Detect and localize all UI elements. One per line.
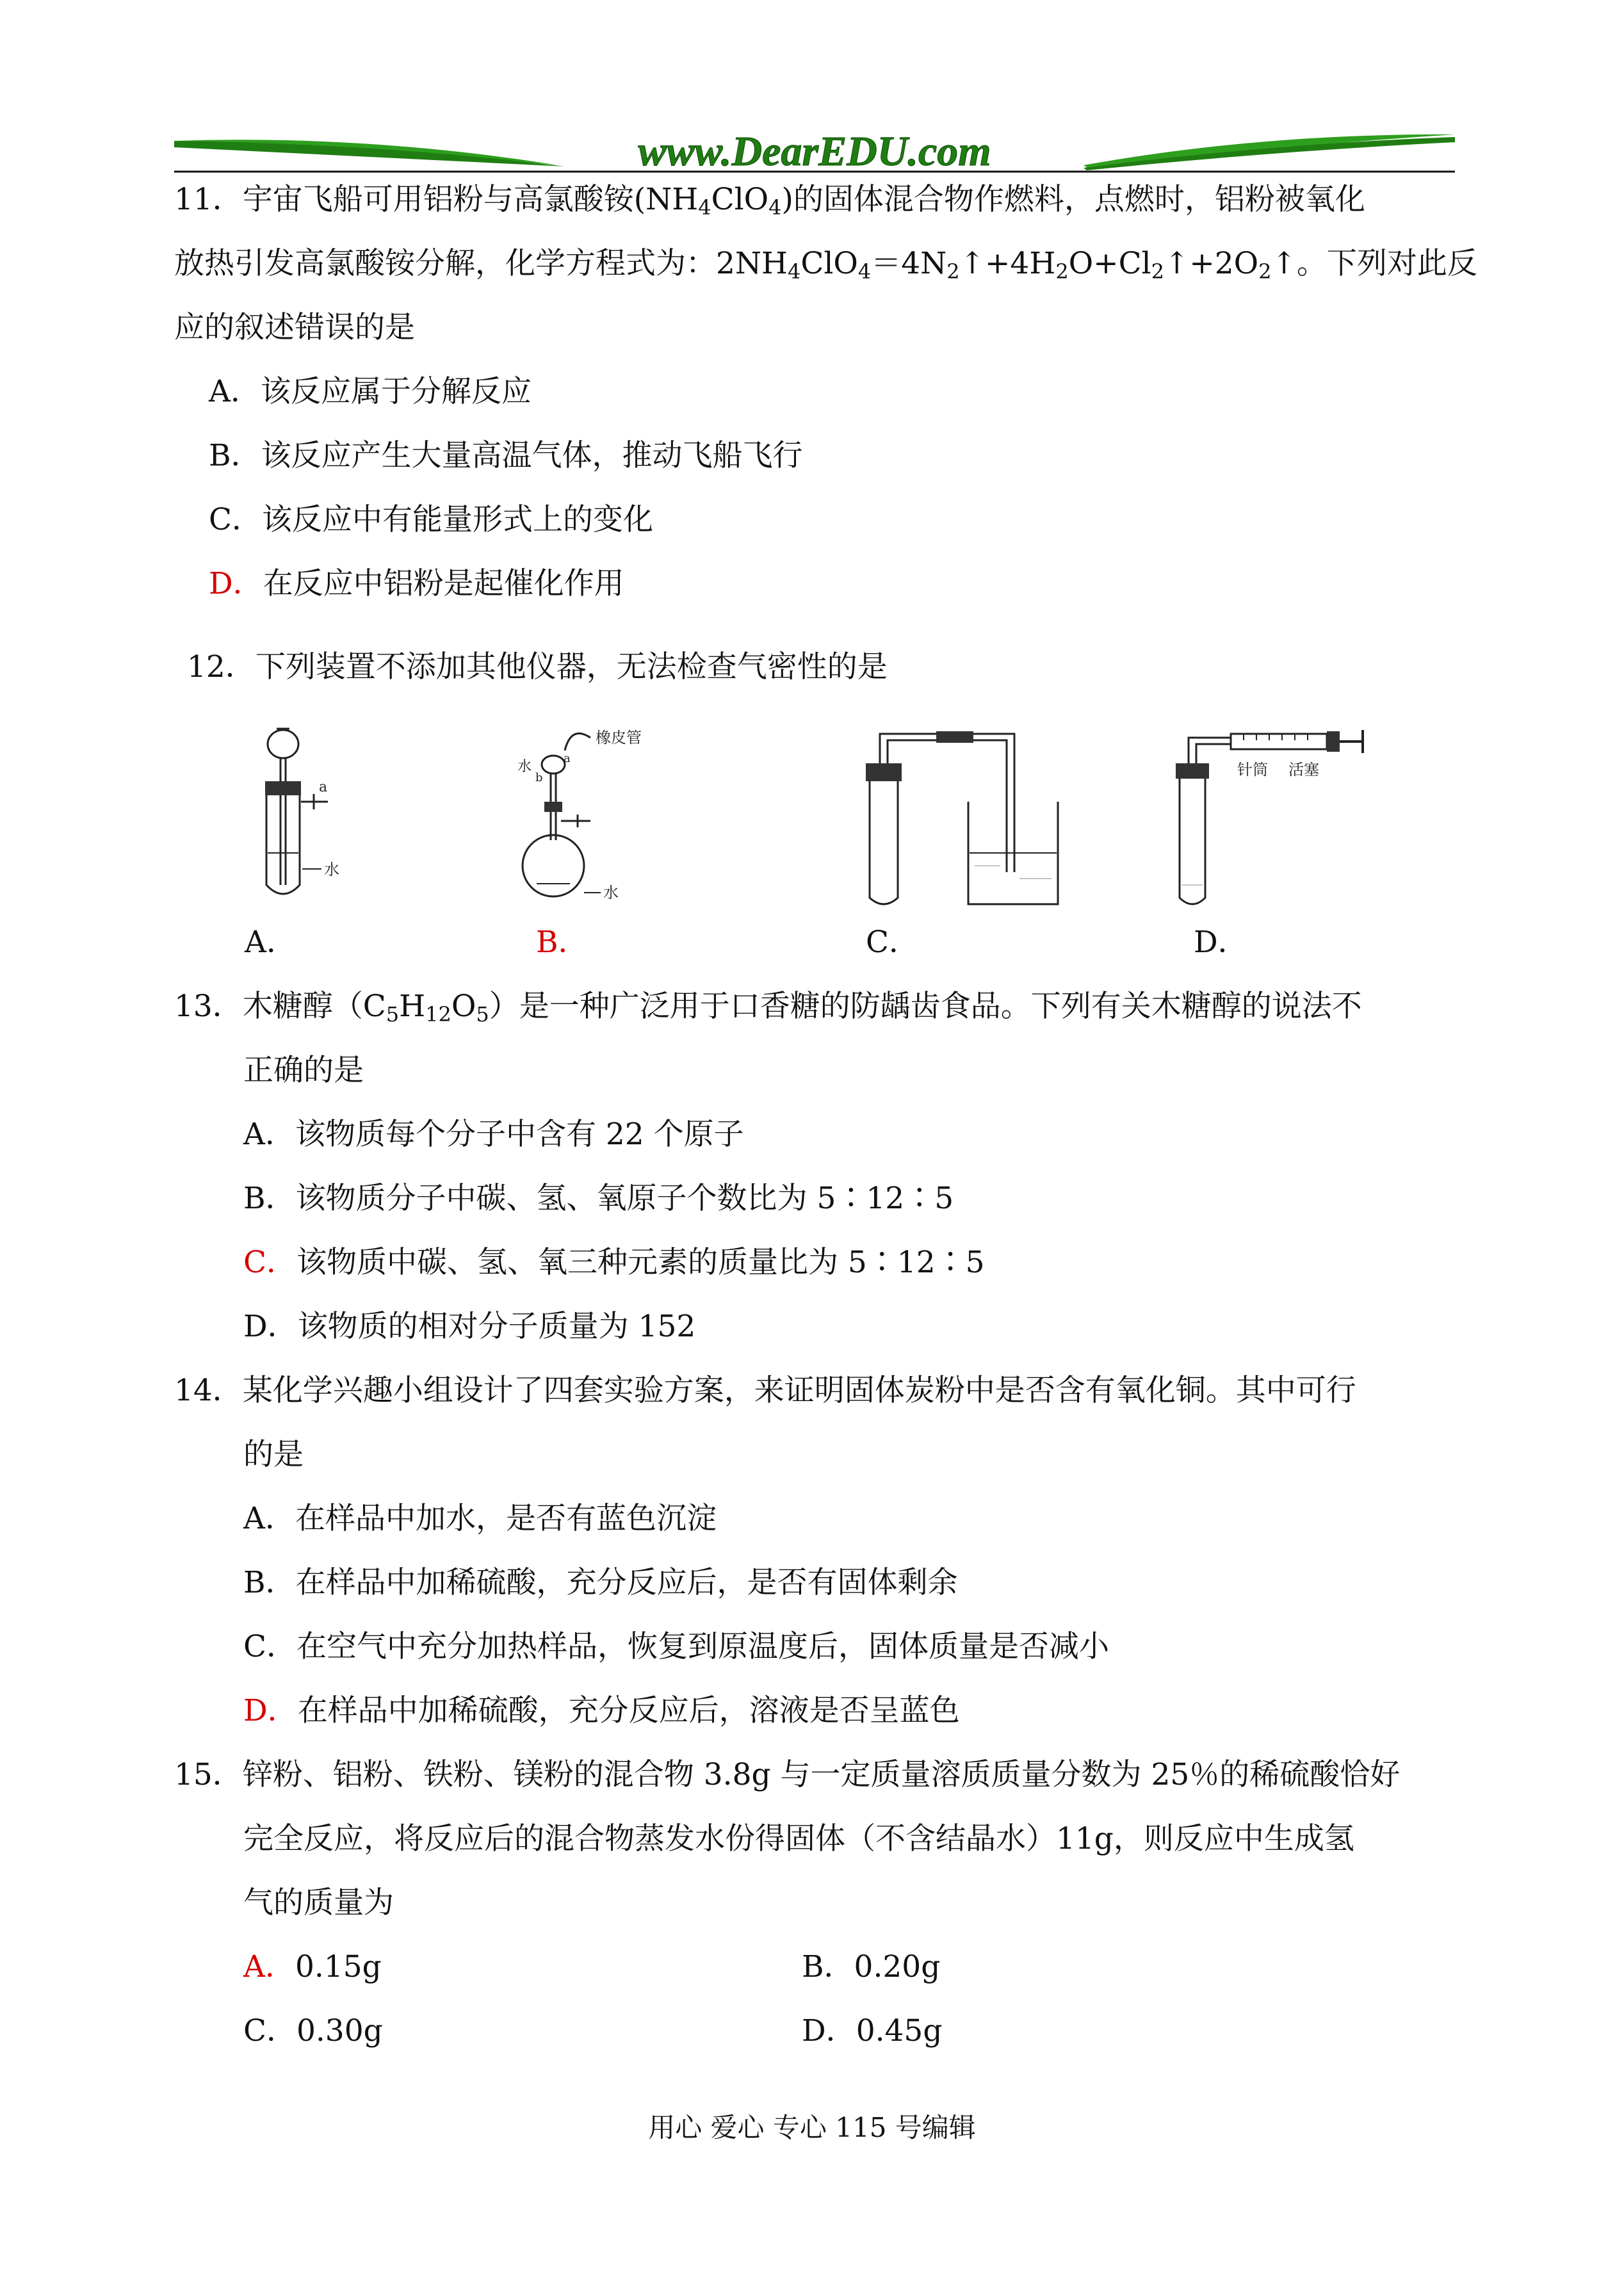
q15-option-d: D．0.45g xyxy=(802,2013,943,2048)
apparatus-c-figure xyxy=(847,725,1064,911)
q15-line2: 完全反应，将反应后的混合物蒸发水份得固体（不含结晶水）11g，则反应中生成氢 xyxy=(243,1821,1354,1856)
q11-option-d: D．在反应中铝粉是起催化作用 xyxy=(209,566,624,601)
q11-line3: 应的叙述错误的是 xyxy=(174,310,415,345)
page-footer: 用心 爱心 专心 115 号编辑 xyxy=(648,2112,976,2143)
q13-option-d: D．该物质的相对分子质量为 152 xyxy=(243,1309,696,1344)
q15-line1: 15．锌粉、铝粉、铁粉、镁粉的混合物 3.8g 与一定质量溶质质量分数为 25％的稀硫酸恰好 xyxy=(174,1757,1401,1792)
q15-option-c: C．0.30g xyxy=(243,2013,383,2048)
q14-option-b: B．在样品中加稀硫酸，充分反应后，是否有固体剩余 xyxy=(243,1565,958,1600)
q15-option-b: B．0.20g xyxy=(802,1949,941,1984)
apparatus-b-figure xyxy=(494,725,661,911)
q15-line3: 气的质量为 xyxy=(243,1885,394,1920)
svg-text:a: a xyxy=(319,779,328,795)
q12-label-a: A． xyxy=(245,925,296,960)
q14-option-a: A．在样品中加水，是否有蓝色沉淀 xyxy=(243,1501,717,1536)
q13-option-a: A．该物质每个分子中含有 22 个原子 xyxy=(243,1117,744,1152)
q13-line1: 13．木糖醇$(C_5H_{12}O_5)$是一种广泛用于口香糖的防龋齿食品。下列有关木糖醇的说法不 xyxy=(174,989,1362,1026)
q14-option-d: D．在样品中加稀硫酸，充分反应后，溶液是否呈蓝色 xyxy=(243,1693,960,1728)
svg-text:活塞: 活塞 xyxy=(1288,761,1319,779)
q11-line2: 放热引发高氯酸铵分解，化学方程式为：$2NH_4ClO_4=4N_2↑+4H_2O+Cl_2↑+2O_2↑$。下列对此反 xyxy=(174,246,1477,284)
q12-label-b: B． xyxy=(536,925,589,960)
questions xyxy=(174,168,1477,2063)
q11-line1: 11．宇宙飞船可用铝粉与高氯酸铵$(NH_4ClO_4)$的固体混合物作燃料，点燃时，铝粉被氧化 xyxy=(174,182,1365,220)
q11-option-c: C．该反应中有能量形式上的变化 xyxy=(209,502,653,537)
svg-text:b: b xyxy=(535,771,543,784)
q15-option-a: A．0.15g xyxy=(243,1949,382,1984)
q12-label-d: D． xyxy=(1194,925,1248,960)
q14-option-c: C．在空气中充分加热样品，恢复到原温度后，固体质量是否减小 xyxy=(243,1629,1109,1664)
q12-figures xyxy=(174,699,1461,911)
apparatus-a-figure xyxy=(225,725,353,904)
q13-option-c: C．该物质中碳、氢、氧三种元素的质量比为 5∶12∶5 xyxy=(243,1245,985,1280)
svg-text:针筒: 针筒 xyxy=(1237,761,1268,779)
q13-option-b: B．该物质分子中碳、氢、氧原子个数比为 5∶12∶5 xyxy=(243,1181,954,1216)
q15-options-row2 xyxy=(174,1999,1461,2063)
q11-option-a: A．该反应属于分解反应 xyxy=(209,374,532,409)
apparatus-d-figure xyxy=(1160,725,1372,911)
svg-text:水: 水 xyxy=(324,861,339,879)
q11-option-b: B．该反应产生大量高温气体，推动飞船飞行 xyxy=(209,438,803,473)
svg-text:a: a xyxy=(564,752,571,765)
q12-label-c: C． xyxy=(866,925,919,960)
svg-text:水: 水 xyxy=(603,884,619,902)
svg-text:橡皮管: 橡皮管 xyxy=(596,729,642,747)
q13-line2: 正确的是 xyxy=(243,1053,364,1088)
logo-text: www.DearEDU.com xyxy=(638,128,991,175)
q12-stem: 12．下列装置不添加其他仪器，无法检查气密性的是 xyxy=(187,649,888,685)
q15-options-row1 xyxy=(174,1935,1461,1999)
q14-line2: 的是 xyxy=(243,1437,304,1472)
q12-figure-labels xyxy=(174,911,1461,975)
svg-text:水: 水 xyxy=(517,759,532,775)
q14-line1: 14．某化学兴趣小组设计了四套实验方案，来证明固体炭粉中是否含有氧化铜。其中可行 xyxy=(174,1373,1356,1408)
